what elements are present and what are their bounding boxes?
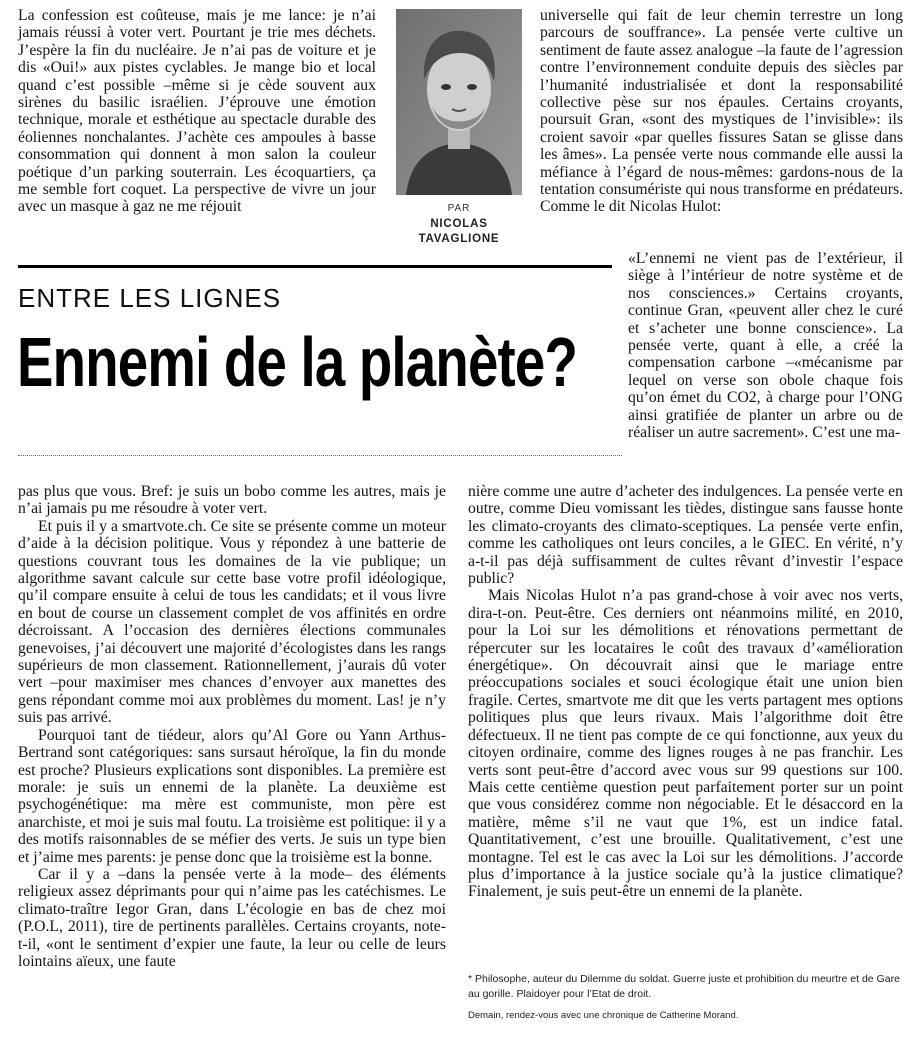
- next-column-note: Demain, rendez-vous avec une chronique de Catherine Morand.: [468, 1010, 739, 1021]
- header-rule: [18, 265, 612, 268]
- paragraph: Mais Nicolas Hulot n’a pas grand-chose à voir avec nos verts, dira-t-on. Peut-être. Ces derniers ont néanmoins milité, en 2010, pour la Loi sur les démolitions et rénovations permettant de répercuter sur les locataires le coût des travaux d’«amélioration énergétique». On découvrait ainsi que le mariage entre préoccupations sociales et souci écologique était une union bien fragile. Certes, smartvote me dit que les verts partagent mes options politiques plus que leurs rivaux. Mais l’algorithme doit être défectueux. Il ne tient pas compte de ce qui fonctionne, aux yeux du citoyen ordinaire, comme des lignes rouges à ne pas franchir. Les verts sont peut-être d’accord avec vous sur 99 questions sur 100. Mais cette centième question peut parfaitement porter sur un point que vous considérez comme non négociable. Et le désaccord en la matière, même s’il ne vaut que 1%, est un indice fatal. Quantitativement, c’est une brouille. Qualitativement, c’est une montagne. Tel est le cas avec la Loi sur les démolitions. J’accorde plus d’importance à la justice sociale qu’à la justice climatique? Finalement, je suis peut-être un ennemi de la planète.: [468, 587, 903, 901]
- article-column-right: [468, 483, 903, 901]
- article-column-2: [540, 7, 903, 216]
- paragraph: Et puis il y a smartvote.ch. Ce site se présente comme un moteur d’aide à la décision politique. Vous y répondez à une batterie de questions couvrant tous les domaines de la vie publique; un algorithme savant calcule sur cette base votre profil idéologique, qu’il compare ensuite à celui de tous les candidats; et il vous livre en bout de course un classement complet de vos affinités en ordre décroissant. A l’occasion des dernières élections communales genevoises, j’ai découvert une majorité d’écologistes dans les rangs supérieurs de mon classement. Rationnellement, j’aurais dû voter vert –pour maximiser mes chances d’envoyer aux manettes des gens répondant comme moi aux problèmes du moment. Las! je n’y suis pas arrivé.: [18, 517, 446, 727]
- byline-name: [396, 217, 522, 247]
- paragraph: nière comme une autre d’acheter des indulgences. La pensée verte en outre, comme Dieu vomissant les tièdes, distingue sans fausse honte les climato-croyants des climato-sceptiques. La pensée verte enfin, comme les catholiques ont leurs conciles, a le GIEC. En vérité, n’y a-t-il pas déjà suffisamment de cultes rêvant d’investir l’espace public?: [468, 483, 903, 588]
- author-photo-box: [396, 9, 522, 255]
- article-column-1: [18, 7, 376, 216]
- paragraph: Car il y a –dans la pensée verte à la mode– des éléments religieux assez déprimants pour qui n’aime pas les catéchismes. Le climato-traître Iegor Gran, dans L’écologie en bas de chez moi (P.O.L, 2011), tire de pertinents parallèles. Certains croyants, note-t-il, «ont le sentiment d’expier une faute, la leur ou celle de leurs lointains aïeux, une faute: [18, 865, 446, 970]
- paragraph: universelle qui fait de leur chemin terrestre un long parcours de souffrance». La pensée verte cultive un sentiment de faute assez analogue –la faute de l’agression contre l’environnement conduite depuis des siècles par l’humanité industrialisée et dont la responsabilité collective pèse sur nos épaules. Certains croyants, poursuit Gran, «sont des mystiques de l’invisible»: ils croient savoir «par quelles fissures Satan se glisse dans les âmes». La pensée verte nous commande elle aussi la méfiance à l’égard de nous-mêmes: gardons-nous de la tentation consumériste qui nous transforme en prédateurs. Comme le dit Nicolas Hulot:: [540, 7, 903, 216]
- paragraph: «L’ennemi ne vient pas de l’extérieur, il siège à l’intérieur de notre système et de nos consciences.» Certains croyants, continue Gran, «peuvent aller chez le curé et s’acheter une bonne conscience». La pensée verte, quant à elle, a créé la compensation carbone –«mécanisme par lequel on verse son obole chaque fois qu’on émet du CO2, à charge pour l’ONG ainsi gratifiée de planter un arbre ou de réaliser un autre sacrement». C’est une ma-: [628, 250, 903, 442]
- headline: Ennemi de la planète?: [17, 323, 578, 401]
- paragraph: Pourquoi tant de tiédeur, alors qu’Al Gore ou Yann Arthus-Bertrand sont catégoriques: sans sursaut héroïque, la fin du monde est proche? Plusieurs explications sont disponibles. La première est morale: je suis un ennemi de la planète. La deuxième est psychogénétique: ma mère est communiste, mon père est anarchiste, et moi je suis mal foutu. La troisième est politique: il y a des motifs raisonnables de se méfier des verts. Je suis un type bien et j’aime mes parents: je pense donc que la troisième est la bonne.: [18, 726, 446, 866]
- author-portrait: [396, 9, 522, 195]
- byline-first-name: NICOLAS: [430, 218, 488, 230]
- dotted-divider: [18, 455, 622, 456]
- article-column-2-continued: [628, 250, 903, 441]
- author-footnote: * Philosophe, auteur du Dilemme du soldat. Guerre juste et prohibition du meurtre et de Gare au gorille. Plaidoyer pour l’Etat de droit.: [468, 973, 900, 1000]
- paragraph: pas plus que vous. Bref: je suis un bobo comme les autres, mais je n’ai jamais pu me résoudre à voter vert.: [18, 483, 446, 518]
- paragraph: La confession est coûteuse, mais je me lance: je n’ai jamais réussi à voter vert. Pourtant je trie mes déchets. J’espère la fin du nucléaire. Je n’ai pas de voiture et je dis «Oui!» aux pistes cyclables. Je mange bio et local quand c’est possible –même si je cède souvent aux sirènes du basilic israélien. J’éprouve une émotion technique, morale et esthétique au spectacle durable des éoliennes nonchalantes. J’achète ces ampoules à basse consommation qui donnent à mon salon la couleur poétique d’un parking souterrain. Les écoquartiers, ça me semble fort coquet. La perspective de vivre un jour avec un masque à gaz ne me réjouit: [18, 7, 376, 216]
- byline-last-name: TAVAGLIONE: [418, 233, 500, 245]
- article-column-left: [18, 483, 446, 970]
- section-label: ENTRE LES LIGNES: [18, 283, 282, 313]
- byline-prefix: PAR: [447, 203, 471, 214]
